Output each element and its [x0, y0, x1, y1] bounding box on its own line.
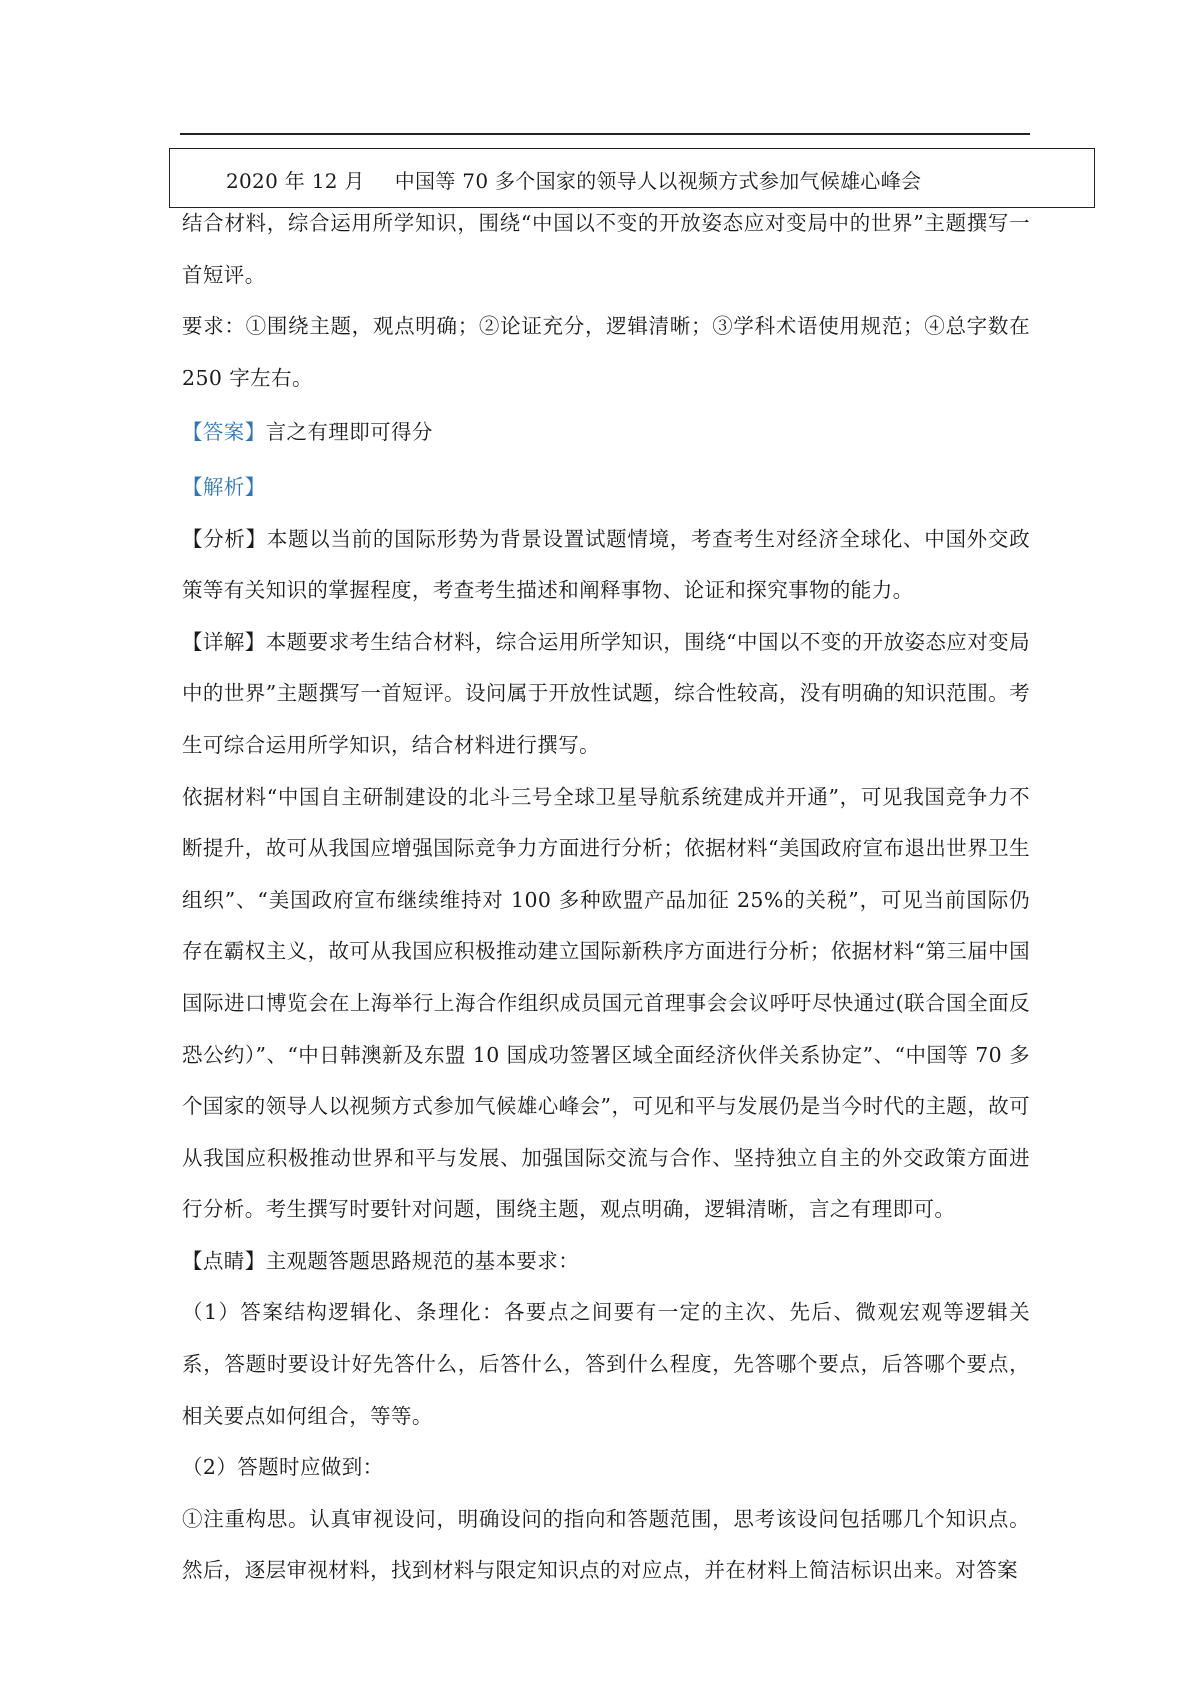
header-rule	[180, 133, 1030, 135]
analysis-point2: （2）答题时应做到：	[182, 1455, 384, 1480]
analysis-fenxi: 【分析】本题以当前的国际形势为背景设置试题情境，考查考生对经济全球化、中国外交政策等有关知识的掌握程度，考查考生描述和阐释事物、论证和探究事物的能力。	[182, 526, 1030, 603]
analysis-basis: 依据材料“中国自主研制建设的北斗三号全球卫星导航系统建成并开通”，可见我国竞争力不断提升，故可从我国应增强国际竞争力方面进行分析；依据材料“美国政府宣布退出世界卫生组织”、“美国政府宣布继续维持对 100 多种欧盟产品加征 25%的关税”，可见当前国际仍存在霸权主义，故可从我国应积极推动建立国际新秩序方面进行分析；依据材料“第三届中国国际进口博览会在上海举行上海合作组织成员国元首理事会会议呼吁尽快通过(联合国全面反恐公约）”、“中日韩澳新及东盟 10 国成功签署区域全面经济伙伴关系协定”、“中国等 70 多个国家的领导人以视频方式参加气候雄心峰会”，可见和平与发展仍是当今时代的主题，故可从我国应积极推动世界和平与发展、加强国际交流与合作、坚持独立自主的外交政策方面进行分析。考生撰写时要针对问题，围绕主题，观点明确，逻辑清晰，言之有理即可。	[182, 784, 1030, 1222]
analysis-label: 【解析】	[182, 474, 266, 499]
analysis-point1: （1）答案结构逻辑化、条理化：各要点之间要有一定的主次、先后、微观宏观等逻辑关系，答题时要设计好先答什么，后答什么，答到什么程度，先答哪个要点，后答哪个要点，相关要点如何组合，等等。	[182, 1300, 1030, 1428]
table-date: 2020 年 12 月	[226, 169, 365, 193]
answer-text: 言之有理即可得分	[265, 420, 433, 445]
answer-line	[182, 407, 1030, 459]
question-requirements: 要求：①围绕主题，观点明确；②论证充分，逻辑清晰；③学科术语使用规范；④总字数在 250 字左右。	[182, 314, 1030, 390]
material-table-row	[226, 165, 921, 194]
document-body	[182, 198, 1030, 1597]
analysis-xiangjie: 【详解】本题要求考生结合材料，综合运用所学知识，围绕“中国以不变的开放姿态应对变局中的世界”主题撰写一首短评。设问属于开放性试题，综合性较高，没有明确的知识范围。考生可综合运用所学知识，结合材料进行撰写。	[182, 629, 1030, 757]
analysis-dianjing: 【点睛】主观题答题思路规范的基本要求：	[182, 1248, 580, 1273]
question-prompt: 结合材料，综合运用所学知识，围绕“中国以不变的开放姿态应对变局中的世界”主题撰写一首短评。	[182, 211, 1030, 287]
analysis-point3: ①注重构思。认真审视设问，明确设问的指向和答题范围，思考该设问包括哪几个知识点。然后，逐层审视材料，找到材料与限定知识点的对应点，并在材料上简洁标识出来。对答案	[182, 1506, 1030, 1583]
answer-label: 【答案】	[182, 420, 266, 445]
table-event: 中国等 70 多个国家的领导人以视频方式参加气候雄心峰会	[394, 169, 922, 193]
